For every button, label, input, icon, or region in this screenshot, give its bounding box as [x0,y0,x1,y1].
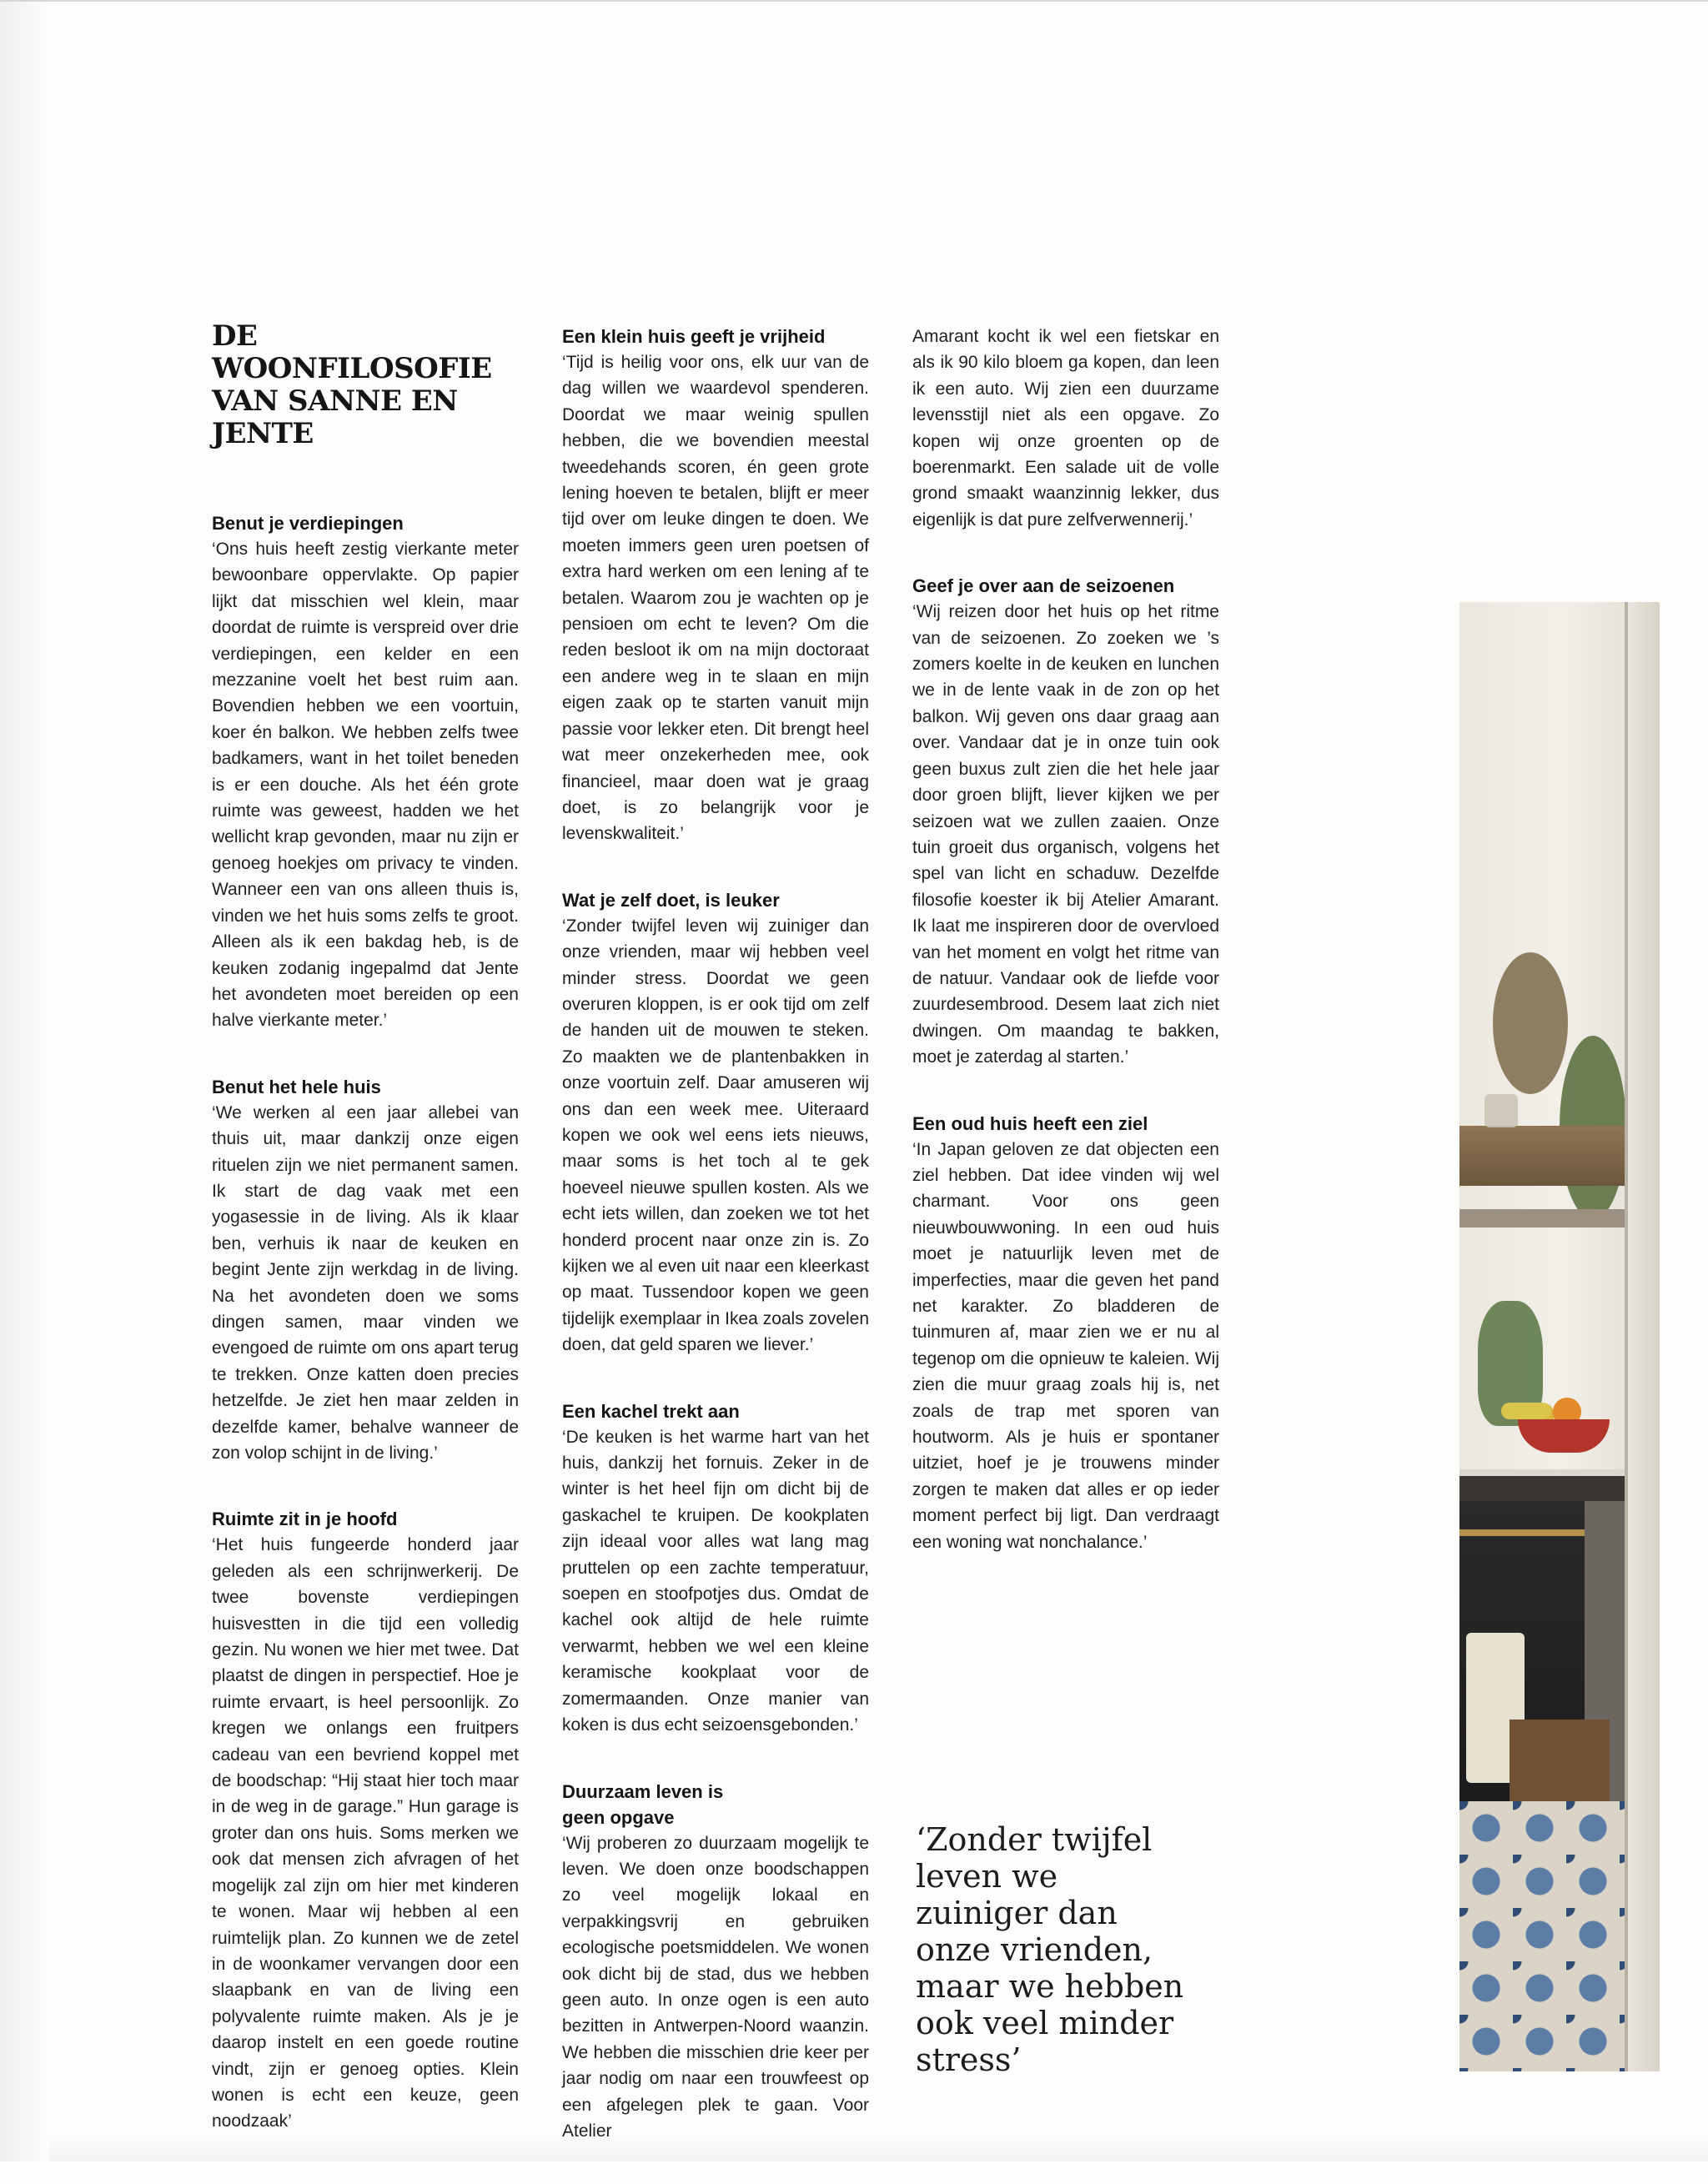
section-oud-huis [912,1111,1219,1556]
section-heading: Benut je verdiepingen [212,513,404,534]
kitchen-photo [1459,602,1660,2071]
section-body: ‘Wij reizen door het huis op het ritme van de seizoenen. Zo zoeken we ’s zomers koelte in de keuken en lunchen we in de lente vaak in de zon op het balkon. Wij geven ons daar graag aan over. Vandaar dat je in onze tuin ook geen buxus zult zien die het hele jaar door groen blijft, liever kijken we per seizoen wat we zullen zaaien. Onze tuin groeit dus organisch, volgens het spel van licht en schaduw. Dezelfde filosofie koester ik bij Atelier Amarant. Ik laat me inspireren door de overvloed van het moment en volgt het ritme van de natuur. Vandaar ook de liefde voor zuurdesembrood. Desem laat zich niet dwingen. Om maandag te bakken, moet je zaterdag al starten.’ [912,602,1219,1067]
section-body: ‘Het huis fungeerde honderd jaar geleden als een schrijnwerkerij. De twee bovenste verdiepingen huisvestten in die tijd een volledig gezin. Nu wonen we hier met twee. Dat plaatst de dingen in perspectief. Hoe je ruimte ervaart, is heel persoonlijk. Zo kregen we onlangs een fruitpers cadeau van een bevriend koppel met de boodschap: “Hij staat hier toch maar in de weg in de garage.” Hun garage is groter dan ons huis. Soms merken we ook dat mensen zich afvragen of het mogelijk zal zijn om hier met kinderen te wonen. Maar wij hebben al een ruimtelijk plan. Zo kunnen we de zetel in de woonkamer vervangen door een slaapbank en van de living een polyvalente ruimte maken. Als je je daarop instelt en een goede routine vindt, zijn er genoeg opties. Klein wonen is echt een keuze, geen noodzaak’ [212,1535,519,2131]
column-2 [562,324,869,2184]
page-gutter-shadow [0,2,48,2161]
stone-shelf [1459,1209,1625,1228]
section-kachel [562,1398,869,1739]
column-1 [212,320,519,2175]
section-heading: Benut het hele huis [212,1076,381,1097]
shelf-pot [1484,1094,1518,1127]
section-klein-huis [562,324,869,847]
section-hele-huis [212,1074,519,1467]
column-3 [912,324,1219,1595]
brass-rail [1459,1529,1585,1536]
section-body: ‘We werken al een jaar allebei van thuis uit, maar dankzij onze eigen rituelen zijn we niet permanent samen. Ik start de dag vaak met een yogasessie in de living. Als ik klaar ben, verhuis ik naar de keuken en begint Jente zijn werkdag in de living. Na het avondeten doen we soms dingen samen, maar vinden we evengoed de ruimte om ons apart terug te trekken. Onze katten doen precies hetzelfde. Je ziet hen maar zelden in dezelfde kamer, behalve wanneer de zon volop schijnt in de living.’ [212,1102,519,1463]
tiled-floor [1459,1801,1625,2071]
section-body: ‘Ons huis heeft zestig vierkante meter bewoonbare oppervlakte. Op papier lijkt dat misschien wel klein, maar doordat de ruimte is verspreid over drie verdiepingen, een kelder en een mezzanine voelt het best ruim aan. Bovendien hebben we een voortuin, koer én balkon. We hebben zelfs twee badkamers, want in het toilet beneden is er een douche. Als het één grote ruimte was geweest, hadden we het wellicht krap gevonden, maar nu zijn er genoeg hoekjes om privacy te vinden. Wanneer een van ons alleen thuis is, vinden we het huis soms zelfs te groot. Alleen als ik een bakdag heb, is de keuken zodanig ingepalmd dat Jente het avondeten moet bereiden op een halve vierkante meter.’ [212,540,519,1031]
dried-plant [1493,952,1568,1094]
section-body: ‘De keuken is het warme hart van het huis, dankzij het fornuis. Zeker in de winter is het heel fijn om dicht bij de gaskachel te kruipen. De kookplaten zijn ideaal voor alles wat lang mag pruttelen op een zachte temperatuur, soepen en stoofpotjes dus. Omdat de kachel ook altijd de hele ruimte verwarmt, hebben we wel een kleine keramische kookplaat voor de zomermaanden. Onze manier van koken is dus echt seizoensgebonden.’ [562,1427,869,1735]
section-body: ‘Tijd is heilig voor ons, elk uur van de dag willen we waardevol spenderen. Doordat we maar weinig spullen hebben, die we bovendien meestal tweedehands scoren, én geen grote lening hoeven te betalen, blijft er meer tijd over om leuke dingen te doen. We moeten immers geen uren poetsen of extra hard werken om een lening af te betalen. Waarom zou je wachten op je pensioen om echt te leven? Om die reden besloot ik om na mijn doctoraat een andere weg in te slaan en mijn eigen zaak op te starten vanuit mijn passie voor lekker eten. Dit brengt heel wat meer onzekerheden mee, ook financieel, maar doen wat je graag doet, is zo belangrijk voor je levenskwaliteit.’ [562,353,869,844]
section-seizoenen [912,573,1219,1070]
section-heading: Een klein huis geeft je vrijheid [562,326,826,347]
section-duurzaam-continued [912,324,1219,533]
section-heading: Een oud huis heeft een ziel [912,1112,1148,1134]
section-body: ‘Zonder twijfel leven wij zuiniger dan onze vrienden, maar wij hebben veel minder stress. Doordat we geen overuren kloppen, is er ook tijd om zelf de handen uit de mouwen te steken. Zo maakten we de plantenbakken in onze voortuin zelf. Daar amuseren wij ons dan een week mee. Uiteraard kopen we ook wel eens iets nieuws, maar soms is het toch al te gek hoeveel nieuwe spullen kosten. Als we echt iets willen, dan zoeken we tot het honderd procent naar onze zin is. Zo kijken we al even uit naar een kleerkast op maat. Tussendoor kopen we geen tijdelijk exemplaar in Ikea zoals zovelen doen, dat geld sparen we liever.’ [562,916,869,1355]
section-ruimte-hoofd [212,1506,519,2134]
section-heading: Wat je zelf doet, is leuker [562,889,780,911]
section-body-part2: Amarant kocht ik wel een fietskar en als ik 90 kilo bloem ga kopen, dan leen ik een auto. Wij zien een duurzame levensstijl niet als een opgave. Zo kopen wij onze groenten op de boerenmarkt. Een salade uit de volle grond smaakt waanzinnig lekker, dus eigenlijk is dat pure zelfverwennerij.’ [912,327,1219,530]
banana [1501,1403,1551,1419]
section-body: ‘In Japan geloven ze dat objecten een ziel hebben. Dat idee vinden wij wel charmant. Voor ons geen nieuwbouwwoning. In een oud huis moet je natuurlijk leven met de imperfecties, maar die geven het pand net karakter. Zo bladderen de tuinmuren af, maar zien we er nu al tegenop om die opnieuw te kaleien. Wij zien die muur graag zoals hij is, net zoals de trap met sporen van houtworm. Als je huis er spontaner uitziet, hoef je je trouwens minder zorgen te maken dat alles er op ieder moment perfect bij ligt. Dan verdraagt een woning wat nonchalance.’ [912,1139,1219,1552]
wooden-shelf [1459,1126,1625,1186]
counter-top [1459,1476,1625,1501]
section-duurzaam [562,1779,869,2145]
section-zelf-doen [562,887,869,1358]
section-verdiepingen [212,510,519,1034]
pull-quote: ‘Zonder twijfel leven we zuiniger dan onze vrienden, maar we hebben ook veel minder stress’ [916,1821,1184,2078]
section-heading: Ruimte zit in je hoofd [212,1509,398,1530]
section-heading: Een kachel trekt aan [562,1400,740,1422]
section-body-part1: ‘Wij proberen zo duurzaam mogelijk te leven. We doen onze boodschappen zo veel mogelijk lokaal en verpakkingsvrij en gebruiken ecologische poetsmiddelen. We wonen ook dicht bij de stad, dus we hebben geen auto. In onze ogen is een auto bezitten in Antwerpen-Noord waanzin. We hebben die misschien drie keer per jaar nodig om naar een trouwfeest op een afgelegen plek te gaan. Voor Atelier [562,1833,869,2141]
article-title: DE WOONFILOSOFIE VAN SANNE EN JENTE [212,319,492,450]
top-rule [0,0,1708,2]
section-heading: Geef je over aan de seizoenen [912,575,1175,597]
section-heading: Duurzaam leven is geen opgave [562,1780,724,1828]
door-frame [1628,602,1660,2071]
